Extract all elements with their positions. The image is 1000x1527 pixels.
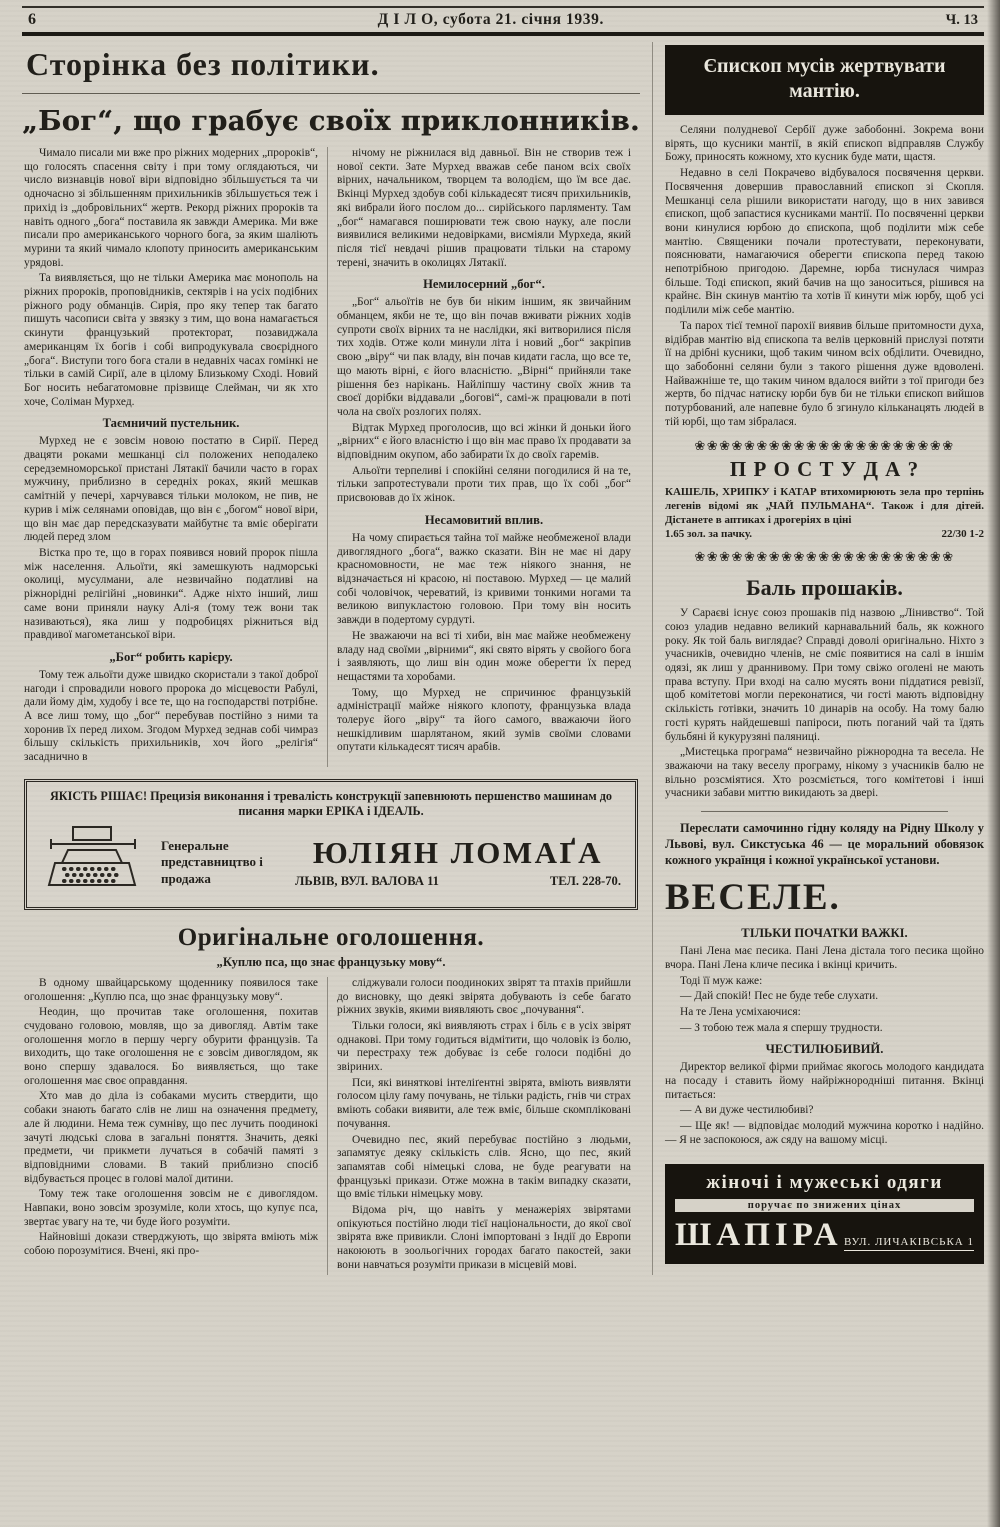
article2-col2: [327, 977, 640, 1275]
paragraph-group: [665, 945, 984, 1035]
masthead-rule: [22, 32, 984, 36]
article2-title: Оригінальне оголошення.: [177, 923, 485, 951]
divider-rule: [701, 811, 948, 812]
subhead-ambitious: ЧЕСТИЛЮБИВИЙ.: [765, 1042, 884, 1057]
subhead-beginnings: ТІЛЬКИ ПОЧАТКИ ВАЖКІ.: [741, 926, 908, 941]
paragraph: Неодин, що прочитав таке оголошення, похитав счудовано головою, мовляв, що за дивогляд. Автім таке оголошення могло в першу чергу обурити французів. Та виходить, що таке оголошення не є зовсім дивоглядом, як воно спершу здавалося. Бо виявляється, що таке оголошення має своє оправдання.: [24, 1006, 318, 1087]
paragraph: В одному швайцарському щоденнику появилося таке оголошення: „Куплю пса, що знає французьку мову“.: [24, 976, 318, 1003]
ad-address: ЛЬВІВ, ВУЛ. ВАЛОВА 11: [295, 874, 439, 889]
paragraph: Чимало писали ми вже про ріжних модерних „пророків“, що голосять спасення світу і при тому оглядаються, чи число визнавців нової віри відповідно збільшується та чи одночасно зі збільшенням прихильників збільшується теж і прихід із „добровільних“ жертв. Рекорд ріжних пророків та навіть одного „бога“ поставила як завжди Америка. Ми вже писали про американського чорного бога, за яким шаліють мурини та який чимало клопоту приносить американським урядові.: [24, 147, 318, 269]
paragraph: Тому, що Мурхед не спричинює французькій адміністрації майже ніякого клопоту, французька влада толерує його „віру“ та його самого, вважаючи його нешкідливим шарлятаном, який зумів своїми словами опутати кількадесят тисяч арабів.: [337, 686, 631, 754]
paragraph: Директор великої фірми приймає якогось молодого кандидата на посаду і ставить йому найріжнородніші питання. Вкінці питається:: [665, 1061, 984, 1101]
shapira-name: ШАПІРА: [675, 1216, 843, 1253]
ornament-row: ❀❀❀❀❀❀❀❀❀❀❀❀❀❀❀❀❀❀❀❀❀: [694, 549, 955, 565]
humor-section-title: ВЕСЕЛЕ.: [665, 877, 841, 919]
paragraph: — З тобою теж мала я спершу трудности.: [680, 1021, 883, 1034]
ad-dealer-name: ЮЛІЯН ЛОМАҐА: [312, 835, 604, 871]
paragraph: Відтак Мурхед проголосив, що всі жінки й доньки його „вірних“ є його власністю і що він має право їх продавати за відповідним окупом, або забирати їх до своїх гаремів.: [337, 421, 631, 462]
paragraph: Тому теж таке оголошення зовсім не є дивоглядом. Навпаки, воно зовсім зрозуміле, коли хтось, що купує пса, звертає увагу на те, чи буде його розуміти.: [24, 1188, 318, 1228]
page-content: [22, 42, 984, 1275]
paragraph: Вістка про те, що в горах появився новий пророк пішла між населення. Альоїти, які замешкують надморські околиці, мусулмани, але незвичайно податливі на ріжнорідні релігійні „новинки“. Адже ніхто інший, лиш саме вони приняли науку Алі-я (тому теж вони так називаються), яка лиш у подробицях ріжниться від правдивої магометанської віри.: [24, 546, 318, 642]
koliada-notice: Переслати самочинно гідну коляду на Рідну Школу у Львові, вул. Сикстуська 46 — це моральний обовязок кожного українця і кожної української установи.: [665, 821, 984, 868]
paragraph: На чому спирається тайна тої майже необмеженої влади дивоглядного „бога“, важко сказати. Він не має ні дару красномовности, не має теж ніякого знання, не відзначається ні красою, ні поставою. Мурхед — це малий собі чоловічок, череватий, із кривими тонкими ногами та великою випукластою головою. При тому він носить завжди в подертому сурдуті.: [337, 531, 631, 627]
prostuda-title: П Р О С Т У Д А ?: [729, 457, 920, 482]
prostuda-price: 1.65 зол. за пачку.: [665, 528, 752, 541]
bishop-article-title: Єпископ мусів жертвувати мантію.: [665, 45, 984, 115]
shapira-line1: жіночі і мужеські одяги: [706, 1171, 943, 1193]
paragraph: На те Лена усміхаючися:: [680, 1005, 801, 1018]
typewriter-icon: [37, 824, 149, 901]
paragraph: Пані Лена має песика. Пані Лена дістала того песика щойно вчора. Пані Лена кличе песика і вкінці кричить.: [665, 945, 984, 971]
ad-headline: ЯКІСТЬ РІШАЄ! Прецизія виконання і тревалість конструкції запевнюють першенство машинам до писання марки ЕРІКА і ІДЕАЛЬ.: [49, 788, 613, 818]
paragraph: сліджували голоси поодиноких звірят та птахів прийшли до висновку, що деякі звірята добувають із себе багато ріжних звуків, якими виявляють своє „почування“.: [337, 976, 631, 1017]
paragraph: „Бог“ альоїтів не був би ніким іншим, як звичайним обманцем, якби не те, що він почав вживати ріжних ходів супроти своїх вірних та не наслідки, які витворилися після тих ходів. Отже коли минули літа і новий „бог“ закріпив свою „віру“ чи пак владу, він почав кидати гасла, що все те, що мають вірні, є його власністю. „Вірні“ прийняли таке рішення без нарікань. Найліпшу частину своїх жнив та своєї дорібки віддавали „богові“, самі-ж працювали в поті чола на своїх розлогих полях.: [337, 296, 631, 418]
paragraph: Мурхед не є зовсім новою постатю в Сирії. Перед двацяти роками мешканці сіл положених неподалеко середземноморської пристані Лятакії бачили часто в горах мужчину, приблизно в середніх роках, який мешкав самітній у печері, харчувався тільки молоком, не пив, не курив і між селянами оповідав, що він є „богом“ нової віри, що він має дар передсказувати майбутнє та вміє оберігати людей перед злом: [24, 435, 318, 544]
paragraph: Тільки голоси, які виявляють страх і біль є в усіх звірят однакові. При тому годиться відмітити, що чоловік із болю, чи перестраху теж добуває із себе голоси подібні до звіриних.: [337, 1019, 631, 1074]
paragraph-group: [665, 124, 984, 429]
newspaper-title: Д І Л О, субота 21. січня 1939.: [377, 11, 604, 28]
ad-representative: Генеральне представництво і продажа: [161, 837, 263, 886]
article2-subtitle: „Куплю пса, що знає французьку мову“.: [216, 954, 446, 969]
paragraph-group: [24, 435, 318, 643]
paragraph-group: [24, 977, 318, 1259]
subhead-influence: Несамовитий вплив.: [424, 512, 544, 527]
shapira-ad: [665, 1164, 984, 1264]
issue-number: Ч. 13: [945, 12, 978, 28]
paragraph: Найновіші докази стверджують, що звірята вміють між собою порозумітися. Вчені, які про-: [24, 1231, 318, 1258]
paragraph: Недавно в селі Покрачево відбувалося посвячення церкви. Посвячення довершив православний єпископ зі Скопля. Мешканці села рішили використати нагоду, що в них завився єпископ, щоб запастися кусниками мантії. По посвяченні церкви вони кинулися юрбою до єпископа, щоб поділити між себе мантію. Священики почали протестувати, переконувати, пояснювати, намагаючися оберегти єпископа перед такою непотрібною пригодою. Даремне, юрба тиснулася чимраз більше. Тоді єпископ, який бачив на що заноситься, рішився на крайнє. Він скинув мантію та хотів її кинути між юрбу, щоб усі поділили між себе мантію.: [665, 167, 984, 317]
paragraph-group: [337, 977, 631, 1273]
typewriter-ad: [24, 779, 638, 910]
paragraph-group: [665, 1061, 984, 1147]
paragraph-group: [337, 147, 631, 270]
paragraph: Та виявляється, що не тільки Америка має монополь на ріжних пророків, проповідників, сектярів і на усіх подібних ріжного роду обманців. Сирія, про яку тепер так багато пишуть часописи світа у звязку з тим, що вона намагається скинути французький протекторат, позавиджала американцям їх богів і собі випродукувала своєрідного „бога“. Виступи того бога стали в недавніх часах гомінкі не тільки в самій Сирії, але в цілому Близькому Сході. Новий Бог носить небагатомовне прізвище Слейман, чи як хто хоче, Соліман Мурхед.: [24, 272, 318, 408]
subhead-career: „Бог“ робить карієру.: [109, 649, 233, 664]
paragraph: Очевидно пес, який перебуває постійно з людьми, запамятує деяку скількість слів. Ясно, що пес, який запамятав собі німецькі слова, не буде реагувати на французькі прикази. Отже можна в такім випадку сказати, що вміє тільки німецьку мову.: [337, 1133, 631, 1201]
paragraph: Тому теж альоїти дуже швидко скористали з такої доброї нагоди і спровадили нового пророка до місцевости Рабулі, дали йому дім, худобу і все те, що на господарстві потрібне. А все лиш тому, що „бог“ перебував постійно з ними та хоронив їх перед лихом. Згодом Мурхед зеднав собі чимраз більшу скількість прихильників, хоч його „релігія“ засаднично в: [24, 668, 318, 764]
paragraph: У Сараєві існує союз прошаків під назвою „Лінивство“. Той союз уладив недавно великий карнавальний баль, як кожного року. Як той баль виглядає? Справді доволі оригінально. Ніхто з учасників, очевидно членів, не сміє появитися на салі в іншім одязі, як лиш у драннивому. При тому свіжо оголені не мають права вступу. При вході на салю мусять вони піддатися ревізії, щоб комітетові могли переконатися, чи гості мають відповідну скількість готівки, значить 10 динарів на особу. На тому балю гості курять найдешевші папіроси, пють поганий чай та їдять бульбяні й кукурузяні паляниці.: [665, 607, 984, 743]
page-number: 6: [28, 11, 36, 28]
subhead-hermit: Таємничий пустельник.: [102, 416, 240, 431]
ad-body: [37, 824, 625, 901]
article2-columns: [22, 977, 640, 1275]
paragraph: Та парох тієї темної парохії виявив більше притомности духа, відібрав мантію від єпископа та велів церковній прислузі потяти її на дрібні кусники, щоб таким чином всіх обділити. Очевидно, що забобонні селяни були з такого рішення дуже вдоволені. Найважніше те, що таким чином вдалося вийти з тої пригоди без жертв, бо підчас натиску юрби був би не тільки єпископ вийшов потурбований, але напевне було б згинуло кільканацять людей в тій юрбі, що там зібралася.: [665, 319, 984, 428]
ad-dealer: [291, 835, 625, 889]
prostuda-body: КАШЕЛЬ, ХРИПКУ і КАТАР втихомирюють зела про терпінь легенів відомі як „ЧАЙ ПУЛЬМАНА“. Також і для дітей. Дістанете в аптиках і дрогеріях в ціні: [665, 486, 984, 526]
section-title: Сторінка без політики.: [22, 46, 640, 94]
right-section: [652, 42, 984, 1275]
article1-col2: [327, 147, 640, 767]
paragraph: Селяни полудневої Сербії дуже забобонні. Зокрема вони вірять, що кусники мантії, в якій єпископ відправляв Службу Божу, приносять кожному, хто кусник буде мати, щастя.: [665, 124, 984, 164]
paragraph: „Мистецька програма“ незвичайно ріжнородна та весела. Не зважаючи на таку веселу програму, нікому з учасників балю не вільно розсміятися. Хто розсміється, того комітетові і інші учасники забави миттю викидають за двері.: [665, 746, 984, 800]
paragraph-group: [337, 532, 631, 755]
paragraph: Пси, які виняткові інтеліґентні звірята, вміють виявляти голосом цілу ґаму почувань, не тільки радість, гнів чи страх вміють собаки виявити, але теж вміє, більше скомпліковані почування.: [337, 1076, 631, 1130]
paragraph: — А ви дуже честилюбиві?: [680, 1104, 814, 1117]
ad-phone: ТЕЛ. 228-70.: [549, 874, 621, 889]
paragraph-group: [665, 607, 984, 801]
subhead-merciless: Немилосерний „бог“.: [423, 277, 545, 292]
paragraph: Хто мав до діла із собаками мусить ствердити, що собаки знають багато слів не лиш на означення предмету, але й людини. Нема теж сумніву, що пес лучить поодинокі зачуті людські слова в загальні поняття. Значить, деякі предмети, чи прикмети лучаться в собачій памяті з відповідними словами. В такий приблизно спосіб відбувається процес в голові малої дитини.: [24, 1090, 318, 1185]
paragraph: нічому не ріжнилася від давньої. Він не створив теж і нової секти. Зате Мурхед вважав себе паном всіх своїх вірних, начальником, творцем та володієм, що їм все дає. Вкінці Мурхед здобув собі кількадесят тисяч прихильників, які вибрали його послом до... сирійського парляменту. Там „бог“ намагався поширювати теж свою науку, але посли виявилися великими недовірками, висміяли Мурхеда, який після тієї невдачі рішив працювати тільки на старому терені, значить в околицях Лятакії.: [337, 147, 631, 269]
paragraph: — Ще як! — відповідає молодий мужчина коротко і надійно. — Я не заспокоюся, аж сяду на вашому місці.: [665, 1120, 984, 1146]
article1-title: „Бог“, що грабує своїх приклонників.: [22, 106, 640, 137]
shapira-address: ВУЛ. ЛИЧАКІВСЬКА 1: [844, 1236, 974, 1251]
article1-col1: [22, 147, 327, 767]
article2-col1: [22, 977, 327, 1275]
paragraph-group: [24, 669, 318, 765]
masthead: [22, 6, 984, 31]
ornament-row: ❀❀❀❀❀❀❀❀❀❀❀❀❀❀❀❀❀❀❀❀❀: [694, 438, 955, 454]
paragraph: Альоїти терпеливі і спокійні селяни погодилися й на те, тільки запротестували проти тих прав, що їх собі „бог“ присвоював до їх жінок.: [337, 464, 631, 505]
paragraph: Тоді її муж каже:: [680, 974, 763, 987]
left-section: [22, 42, 652, 1275]
prostuda-ad: [665, 457, 984, 540]
prostuda-ref: 22/30 1-2: [941, 528, 984, 541]
paragraph: Відома річ, що навіть у менажеріях звірятами опікуються постійно люди тієї національности, до якої свої звірята вже привикли. Слоні імпортовані з Індії до Европи накоюють в зоольогічних городах багато пакостей, заки вони навчаться розуміти прикази в місцевій мові.: [337, 1204, 631, 1271]
paragraph-group: [337, 296, 631, 506]
shapira-line2: поручає по знижених цінах: [675, 1199, 974, 1212]
article1-columns: [22, 147, 640, 767]
paragraph-group: [24, 147, 318, 409]
beggars-ball-title: Баль прошаків.: [746, 575, 903, 601]
paragraph: Не зважаючи на всі ті хиби, він має майже необмежену владу над своїми „вірними“, які свято вірять у свойого бога і заявляють, що лиш він один може оберегти їх перед нещастями та хоробами.: [337, 629, 631, 683]
paragraph: — Дай спокій! Пес не буде тебе слухати.: [680, 990, 879, 1003]
